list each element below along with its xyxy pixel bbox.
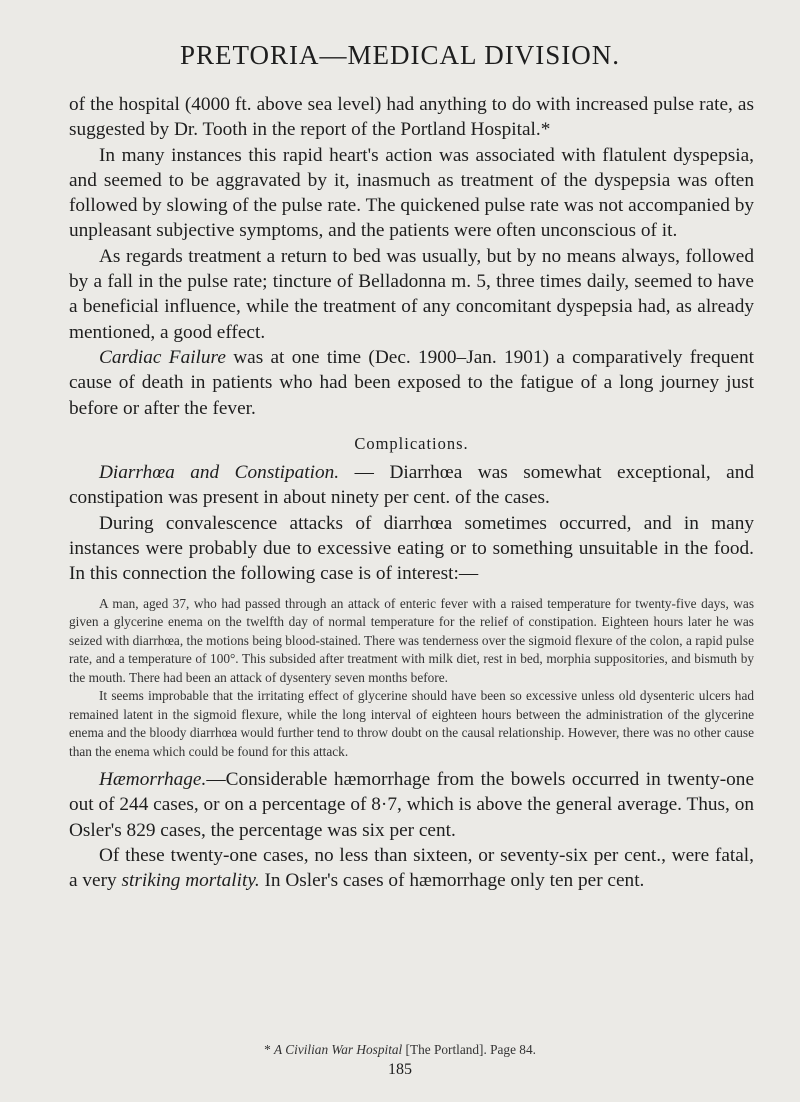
footnote-text: [The Portland]. Page 84.	[402, 1042, 536, 1057]
paragraph-text: — Diarrhœa was somewhat exceptional, and constipation was present in about ninety per cent. of the cases.	[69, 462, 754, 509]
paragraph: In many instances this rapid heart's action was associated with flatulent dyspepsia, and seemed to be aggravated by it, inasmuch as treatment of the dyspepsia was often followed by slowing of the pulse rate. The quickened pulse rate was not accompanied by unpleasant subjective symptoms, and the patients were often unconscious of it.	[69, 144, 754, 242]
paragraph-text: In Osler's cases of hæmorrhage only ten per cent.	[259, 870, 645, 892]
emphasis: striking mortality.	[121, 870, 260, 892]
running-header: PRETORIA—MEDICAL DIVISION.	[180, 40, 620, 70]
paragraph-text: was at one time (Dec. 1900–Jan. 1901) a comparatively frequent cause of death in patients who had been exposed to the fatigue of a long journey just before or after the fever.	[69, 346, 754, 419]
footnote-mark: *	[264, 1042, 275, 1057]
paragraph-title: Diarrhœa and Constipation.	[99, 462, 340, 484]
paragraph: During convalescence attacks of diarrhœa sometimes occurred, and in many instances were probably due to excessive eating or to something unsuitable in the food. In this connection the following case is of interest:—	[69, 512, 754, 585]
case-commentary: It seems improbable that the irritating effect of glycerine should have been so excessive unless old dysenteric ulcers had remained latent in the sigmoid flexure, while the long interval of eighteen hours between the administration of the glycerine enema and the bloody diarrhœa would further tend to throw doubt on the causal relationship. However, there was no other cause than the enema which could be found for this attack.	[69, 688, 754, 759]
paragraph-text: —Considerable hæmorrhage from the bowels occurred in twenty-one out of 244 cases, or on a percentage of 8·7, which is above the general average. Thus, on Osler's 829 cases, the percentage was six per cent.	[69, 769, 754, 841]
paragraph	[69, 460, 754, 511]
paragraph	[69, 843, 754, 894]
paragraph	[69, 767, 754, 843]
footnote	[0, 1042, 800, 1058]
paragraph-title: Cardiac Failure	[99, 346, 226, 368]
body-text	[69, 92, 754, 894]
case-report: A man, aged 37, who had passed through an attack of enteric fever with a raised temperature for twenty-five days, was given a glycerine enema on the twelfth day of normal temperature for the relief of constipation. Eighteen hours later he was seized with diarrhœa, the motions being blood-stained. There was tenderness over the sigmoid flexure of the colon, a rapid pulse rate, and a temperature of 100°. This subsided after treatment with milk diet, rest in bed, morphia suppositories, and bismuth by the mouth. There had been an attack of dysentery seven months before.	[69, 595, 754, 685]
paragraph-title: Hæmorrhage.	[99, 769, 207, 791]
paragraph: As regards treatment a return to bed was usually, but by no means always, followed by a fall in the pulse rate; tincture of Belladonna m. 5, three times daily, seemed to have a beneficial influence, while the treatment of any concomitant dyspepsia had, as already mentioned, a good effect.	[69, 245, 754, 343]
section-heading: Complications.	[354, 433, 469, 453]
paragraph-text: Of these twenty-one cases, no less than sixteen, or seventy-six per cent., were fatal, a very	[69, 845, 754, 892]
page-number: 185	[388, 1061, 412, 1078]
paragraph	[69, 345, 754, 421]
paragraph: of the hospital (4000 ft. above sea level) had anything to do with increased pulse rate, as suggested by Dr. Tooth in the report of the Portland Hospital.*	[69, 94, 754, 141]
footnote-title: A Civilian War Hospital	[274, 1042, 403, 1057]
